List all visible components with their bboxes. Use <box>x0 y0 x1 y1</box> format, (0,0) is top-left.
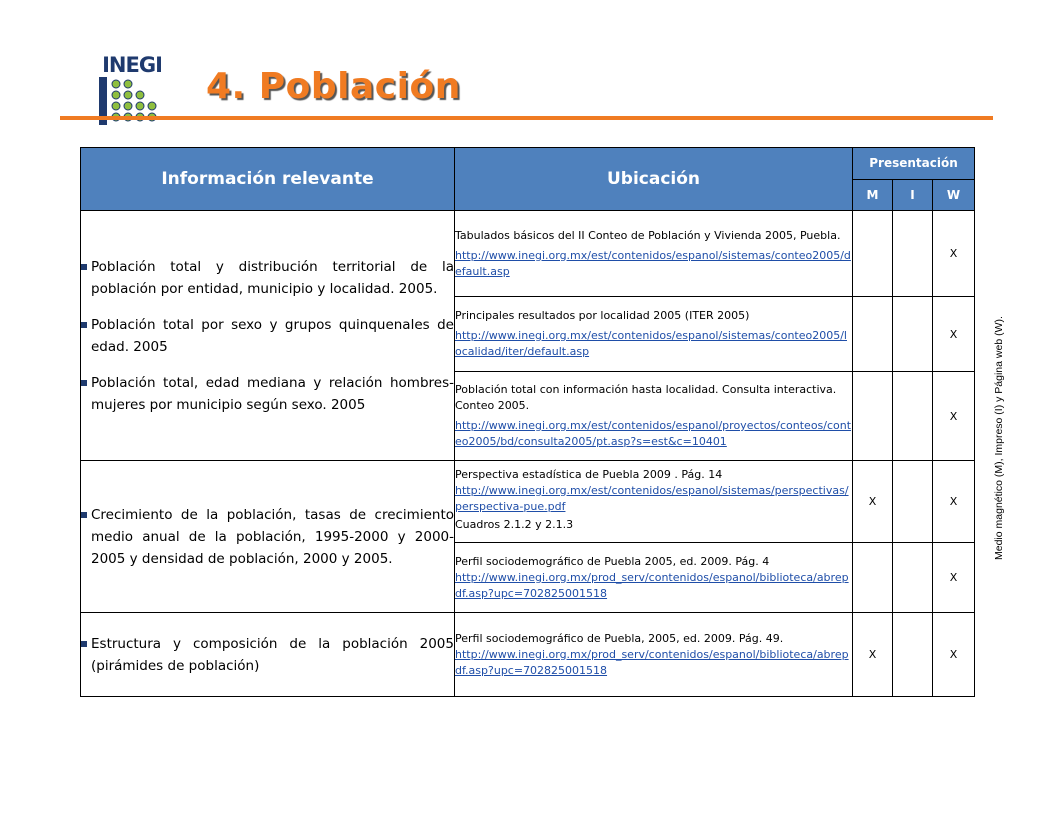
mark-w: X <box>933 297 975 372</box>
mark-i <box>893 372 933 461</box>
presentation-legend: Medio magnético (M), Impreso (I) y Página web (W). <box>993 316 1005 560</box>
bullet-item: Estructura y composición de la población 2005 (pirámides de población) <box>81 633 454 677</box>
mark-m <box>853 543 893 613</box>
mark-m: X <box>853 461 893 543</box>
location-cell <box>455 543 853 613</box>
bullet-icon <box>81 380 87 386</box>
header-divider <box>60 116 993 120</box>
source-link[interactable]: http://www.inegi.org.mx/est/contenidos/espanol/sistemas/perspectivas/perspectiva-pue.pdf <box>455 483 849 513</box>
location-cell <box>455 297 853 372</box>
mark-w: X <box>933 613 975 697</box>
source-description: Tabulados básicos del II Conteo de Población y Vivienda 2005, Puebla. <box>455 228 841 242</box>
location-cell <box>455 211 853 297</box>
info-cell <box>81 461 455 613</box>
source-description: Perfil sociodemográfico de Puebla, 2005, ed. 2009. Pág. 49. <box>455 631 784 645</box>
location-cell <box>455 372 853 461</box>
source-link[interactable]: http://www.inegi.org.mx/est/contenidos/espanol/sistemas/conteo2005/default.asp <box>455 248 851 278</box>
col-header-location: Ubicación <box>455 148 853 211</box>
col-header-info: Información relevante <box>81 148 455 211</box>
mark-m <box>853 211 893 297</box>
bullet-icon <box>81 641 87 647</box>
col-header-w: W <box>933 179 975 211</box>
source-tables-note: Cuadros 2.1.2 y 2.1.3 <box>455 517 574 531</box>
col-header-m: M <box>853 179 893 211</box>
source-description: Principales resultados por localidad 2005 (ITER 2005) <box>455 309 750 322</box>
mark-i <box>893 613 933 697</box>
bullet-item: Población total por sexo y grupos quinquenales de edad. 2005 <box>81 314 454 358</box>
mark-i <box>893 297 933 372</box>
mark-m <box>853 297 893 372</box>
mark-w: X <box>933 372 975 461</box>
source-description: Perfil sociodemográfico de Puebla 2005, ed. 2009. Pág. 4 <box>455 554 770 568</box>
source-description: Población total con información hasta localidad. Consulta interactiva. Conteo 2005. <box>455 383 837 412</box>
table-row <box>81 613 975 697</box>
table-row <box>81 461 975 543</box>
source-link[interactable]: http://www.inegi.org.mx/prod_serv/contenidos/espanol/biblioteca/abrepdf.asp?upc=702825001518 <box>455 647 849 677</box>
svg-text:INEGI: INEGI <box>102 53 162 77</box>
population-sources-table <box>80 147 975 697</box>
mark-w: X <box>933 461 975 543</box>
source-link[interactable]: http://www.inegi.org.mx/est/contenidos/espanol/proyectos/conteos/conteo2005/bd/consulta2005/pt.asp?s=est&c=10401 <box>455 419 852 448</box>
info-cell <box>81 211 455 461</box>
source-link[interactable]: http://www.inegi.org.mx/prod_serv/contenidos/espanol/biblioteca/abrepdf.asp?upc=702825001518 <box>455 570 849 600</box>
page-title: 4. Población <box>206 66 461 107</box>
location-cell <box>455 461 853 543</box>
bullet-icon <box>81 264 87 270</box>
table-row <box>81 211 975 297</box>
source-description: Perspectiva estadística de Puebla 2009 . Pág. 14 <box>455 467 723 481</box>
bullet-icon <box>81 322 87 328</box>
location-cell <box>455 613 853 697</box>
mark-i <box>893 543 933 613</box>
info-cell <box>81 613 455 697</box>
bullet-item: Crecimiento de la población, tasas de crecimiento medio anual de la población, 1995-2000 y 2000-2005 y densidad de población, 2000 y 2005. <box>81 504 454 570</box>
col-header-presentation: Presentación <box>853 148 975 180</box>
source-link[interactable]: http://www.inegi.org.mx/est/contenidos/espanol/sistemas/conteo2005/localidad/iter/default.asp <box>455 329 847 358</box>
bullet-item: Población total y distribución territorial de la población por entidad, municipio y localidad. 2005. <box>81 256 454 300</box>
mark-m: X <box>853 613 893 697</box>
mark-m <box>853 372 893 461</box>
mark-i <box>893 211 933 297</box>
col-header-i: I <box>893 179 933 211</box>
mark-i <box>893 461 933 543</box>
mark-w: X <box>933 211 975 297</box>
bullet-item: Población total, edad mediana y relación hombres-mujeres por municipio según sexo. 2005 <box>81 372 454 416</box>
bullet-icon <box>81 512 87 518</box>
mark-w: X <box>933 543 975 613</box>
